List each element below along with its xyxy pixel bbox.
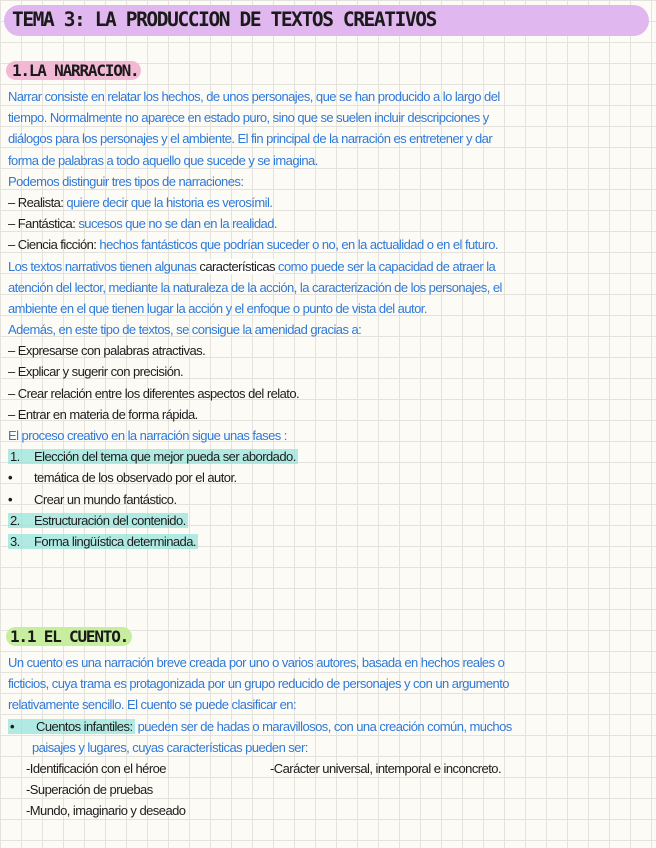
section-narracion-body [8, 86, 648, 552]
type-desc: hechos fantásticos que podrían suceder o no, en la actualidad o en el futuro. [96, 237, 498, 253]
type-desc: quiere decir que la historia es verosímil. [63, 194, 273, 210]
intro-line: diálogos para los personajes y el ambiente. El fin principal de la narración es entretener y dar [8, 131, 493, 147]
characteristics-line: atención del lector, mediante la naturaleza de la acción, la caracterización de los personajes, el [8, 279, 502, 295]
phase-number: 2. [10, 512, 20, 528]
phase-item [8, 510, 648, 531]
cuento-line: ficticios, cuya trama es protagonizada por un grupo reducido de personajes y con un argumento [8, 676, 509, 692]
type-label: – Realista: [8, 194, 64, 210]
intro-line: forma de palabras a todo aquello que sucede y se imagina. [8, 152, 318, 168]
amenity-item: – Explicar y sugerir con precisión. [8, 364, 184, 380]
characteristics-post: como puede ser la capacidad de atraer la [274, 258, 496, 274]
cuentos-label-highlight [8, 719, 135, 734]
intro-line: tiempo. Normalmente no aparece en estado puro, sino que se suelen incluir descripciones y [8, 110, 489, 126]
amenity-item: – Crear relación entre los diferentes aspectos del relato. [8, 385, 300, 401]
phase-number: 3. [10, 533, 20, 549]
cuento-line: Un cuento es una narración breve creada por uno o varios autores, basada en hechos reales o [8, 655, 505, 670]
section-heading-text: 1.LA NARRACION. [6, 61, 141, 80]
phase-text: Forma lingüística determinada. [34, 533, 196, 549]
phase-item [8, 446, 648, 467]
intro-line: Narrar consiste en relatar los hechos, de unos personajes, que se han producido a lo largo del [8, 89, 500, 104]
type-item [8, 192, 648, 213]
bullet-icon: • [8, 491, 13, 507]
section-cuento-body [8, 652, 648, 822]
types-intro: Podemos distinguir tres tipos de narraciones: [8, 173, 244, 189]
type-item [8, 234, 648, 255]
bullet-icon: • [10, 718, 15, 734]
characteristics-pre: Los textos narrativos tienen algunas [8, 258, 200, 274]
phase-subitem [8, 489, 648, 510]
phase-item [8, 531, 648, 552]
phase-highlight [8, 513, 188, 528]
process-intro: El proceso creativo en la narración sigue unas fases : [8, 428, 287, 443]
section-heading-text: 1.1 EL CUENTO. [6, 627, 132, 646]
type-label: – Fantástica: [8, 216, 76, 232]
feature-row [8, 758, 648, 779]
phase-number: 1. [10, 449, 20, 465]
phase-subitem-text: temática de los observado por el autor. [34, 470, 237, 486]
characteristics-line [8, 256, 648, 277]
amenity-item: – Entrar en materia de forma rápida. [8, 406, 198, 422]
type-label: – Ciencia ficción: [8, 237, 97, 253]
phase-highlight [8, 534, 198, 549]
section-heading-cuento [6, 626, 132, 648]
section-heading-narracion [6, 60, 141, 82]
bullet-icon: • [8, 470, 13, 486]
characteristics-line: ambiente en el que tienen lugar la acción y el enfoque o punto de vista del autor. [8, 300, 427, 316]
phase-text: Estructuración del contenido. [34, 512, 186, 528]
amenity-item: – Expresarse con palabras atractivas. [8, 343, 206, 359]
feature-item: -Superación de pruebas [26, 782, 153, 798]
phase-subitem [8, 467, 648, 488]
phase-text: Elección del tema que mejor pueda ser abordado. [34, 449, 296, 465]
characteristics-keyword: características [199, 258, 275, 274]
feature-item: -Identificación con el héroe [26, 760, 166, 776]
type-desc: sucesos que no se dan en la realidad. [75, 216, 277, 232]
page-title: TEMA 3: LA PRODUCCION DE TEXTOS CREATIVOS [12, 8, 436, 31]
cuentos-desc-cont: paisajes y lugares, cuyas características pueden ser: [32, 739, 308, 755]
phase-highlight [8, 449, 298, 464]
feature-item: -Mundo, imaginario y deseado [26, 803, 186, 819]
cuentos-label: Cuentos infantiles: [36, 718, 133, 734]
feature-item: -Carácter universal, intemporal e inconcreto. [270, 760, 502, 776]
cuentos-infantiles-item [8, 716, 648, 737]
phase-subitem-text: Crear un mundo fantástico. [34, 491, 177, 507]
cuento-line: relativamente sencillo. El cuento se puede clasificar en: [8, 697, 297, 713]
type-item [8, 213, 648, 234]
cuentos-desc: pueden ser de hadas o maravillosos, con una creación común, muchos [134, 718, 512, 734]
amenity-intro: Además, en este tipo de textos, se consigue la amenidad gracias a: [8, 322, 362, 338]
